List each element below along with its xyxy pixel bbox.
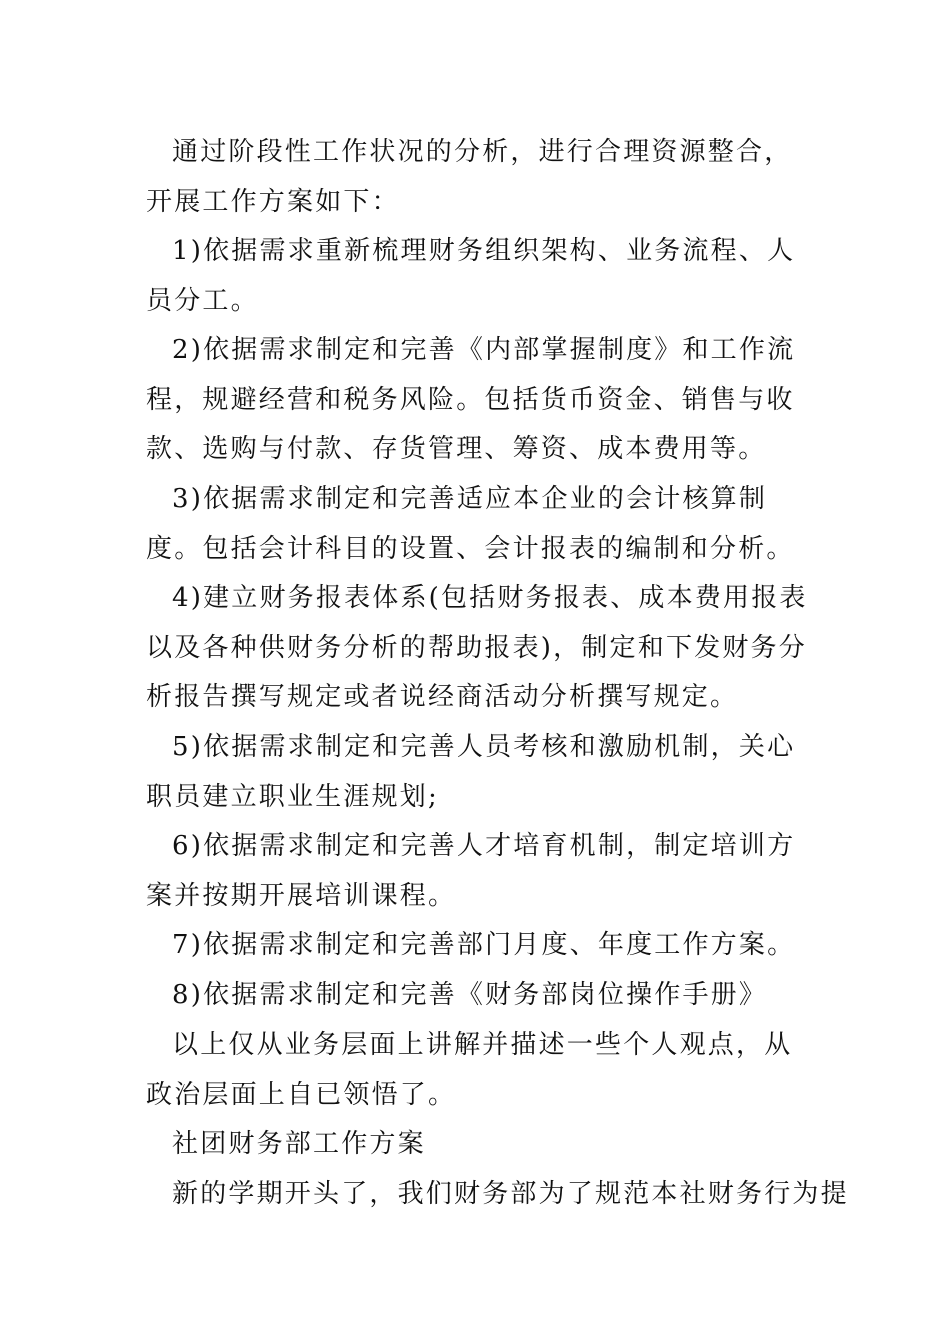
intro-paragraph: 通过阶段性工作状况的分析，进行合理资源整合，开展工作方案如下： [146, 137, 793, 217]
list-item-8: 8)依据需求制定和完善《财务部岗位操作手册》 [172, 980, 768, 1010]
list-item-7: 7)依据需求制定和完善部门月度、年度工作方案。 [172, 930, 796, 960]
closing-paragraph: 新的学期开头了，我们财务部为了规范本社财务行为提 [172, 1179, 849, 1209]
summary-paragraph: 以上仅从业务层面上讲解并描述一些个人观点，从政治层面上自已领悟了。 [146, 1030, 793, 1110]
list-item-3: 3)依据需求制定和完善适应本企业的会计核算制度。包括会计科目的设置、会计报表的编制和分析。 [146, 484, 795, 564]
section-heading: 社团财务部工作方案 [172, 1129, 426, 1159]
list-item-5: 5)依据需求制定和完善人员考核和激励机制，关心职员建立职业生涯规划; [146, 732, 796, 812]
list-item-2: 2)依据需求制定和完善《内部掌握制度》和工作流程，规避经营和税务风险。包括货币资金、销售与收款、选购与付款、存货管理、筹资、成本费用等。 [146, 335, 796, 464]
list-item-4: 4)建立财务报表体系(包括财务报表、成本费用报表以及各种供财务分析的帮助报表)，制定和下发财务分析报告撰写规定或者说经商活动分析撰写规定。 [146, 583, 808, 712]
list-item-1: 1)依据需求重新梳理财务组织架构、业务流程、人员分工。 [146, 236, 796, 316]
list-item-6: 6)依据需求制定和完善人才培育机制，制定培训方案并按期开展培训课程。 [146, 831, 796, 911]
